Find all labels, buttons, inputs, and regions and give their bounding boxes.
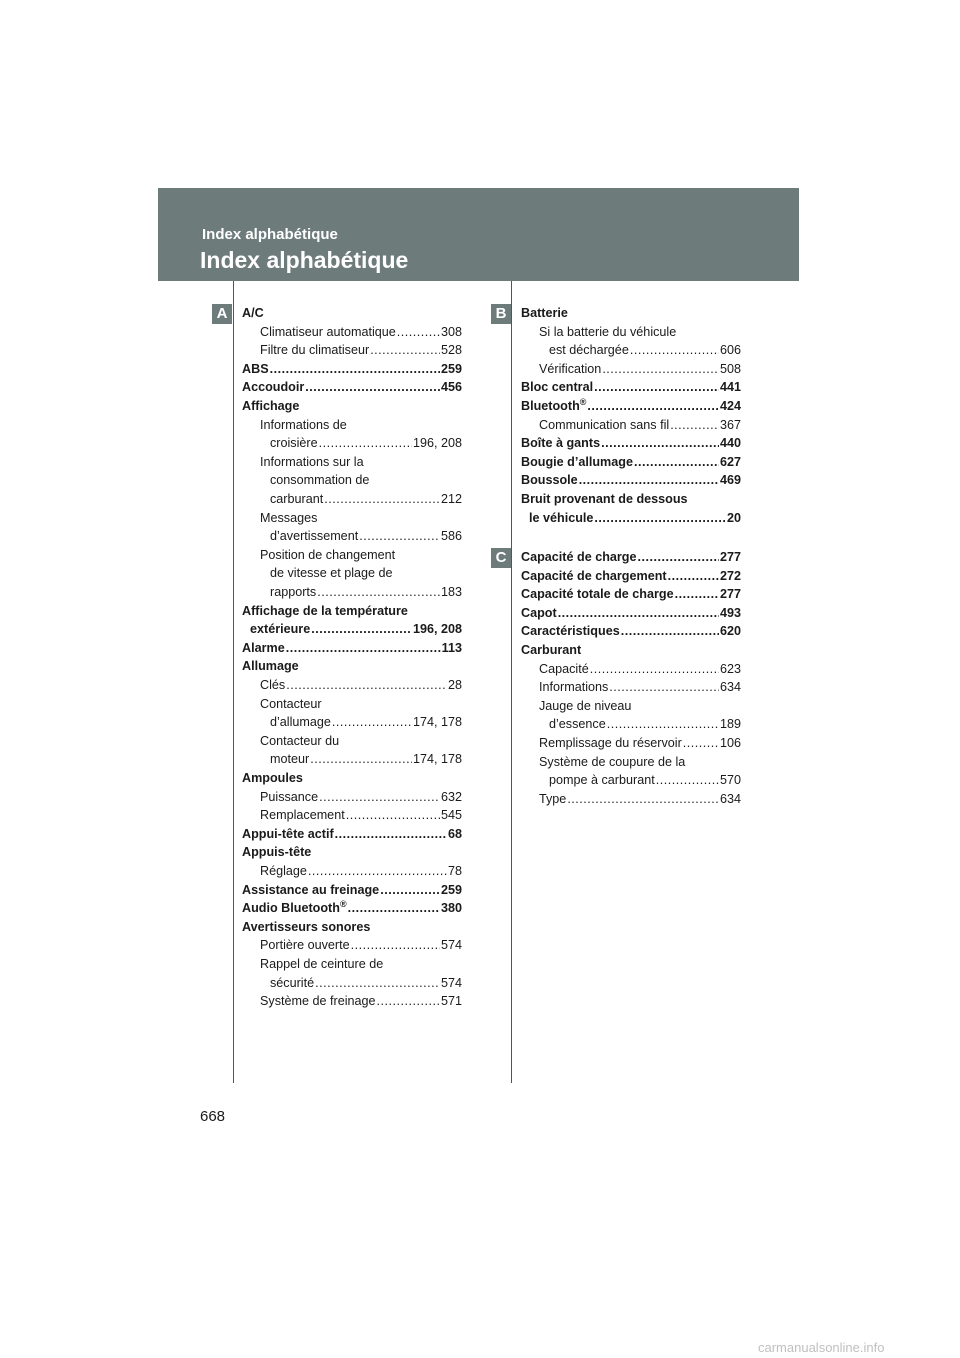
dot-leader xyxy=(638,549,719,565)
index-entry xyxy=(539,324,741,340)
entry-page: 623 xyxy=(719,661,741,676)
entry-term: Système de coupure de la xyxy=(539,754,686,769)
index-entry xyxy=(260,696,462,712)
registered-mark: ® xyxy=(339,899,347,909)
entry-term: de vitesse et plage de xyxy=(270,566,393,581)
entry-page: 634 xyxy=(719,680,741,695)
index-entry xyxy=(260,863,462,879)
index-entry xyxy=(270,975,462,991)
entry-term: Capot xyxy=(521,605,557,620)
entry-term: Messages xyxy=(260,510,318,525)
index-entry xyxy=(521,435,741,451)
entry-term-wrap xyxy=(521,398,586,414)
index-entry xyxy=(521,305,741,321)
entry-term: Carburant xyxy=(521,643,582,657)
entry-term: Assistance au freinage xyxy=(242,882,380,897)
index-entry xyxy=(539,679,741,695)
page-title: Index alphabétique xyxy=(200,247,409,273)
entry-term: Capacité xyxy=(539,661,589,676)
dot-leader xyxy=(348,900,440,916)
entry-term: Avertisseurs sonores xyxy=(242,919,371,934)
section-letter-a: A xyxy=(212,304,232,324)
entry-term: pompe à carburant xyxy=(549,773,655,788)
entry-term-wrap xyxy=(242,900,347,916)
index-entry xyxy=(521,586,741,602)
entry-term: le véhicule xyxy=(529,510,594,525)
entry-term: Climatiseur automatique xyxy=(260,324,396,339)
entry-term: Appuis-tête xyxy=(242,845,312,860)
index-entry xyxy=(549,716,741,732)
entry-page: 189 xyxy=(719,717,741,732)
index-entry xyxy=(270,528,462,544)
dot-leader xyxy=(319,435,412,451)
dot-leader xyxy=(397,324,440,340)
entry-term: Appui-tête actif xyxy=(242,826,334,841)
entry-term: croisière xyxy=(270,436,318,451)
entry-page: 20 xyxy=(726,510,741,525)
dot-leader xyxy=(601,435,719,451)
index-entry xyxy=(529,510,741,526)
entry-page: 632 xyxy=(440,789,462,804)
entry-page: 571 xyxy=(440,994,462,1009)
index-entry xyxy=(549,772,741,788)
entry-page: 174, 178 xyxy=(412,715,462,730)
entry-term: Informations de xyxy=(260,417,347,432)
index-entry xyxy=(539,417,741,433)
section-letter-b: B xyxy=(491,304,511,324)
index-entry xyxy=(242,379,462,395)
entry-term: Communication sans fil xyxy=(539,417,670,432)
entry-page: 620 xyxy=(719,624,741,639)
entry-term: Bougie d’allumage xyxy=(521,454,633,469)
index-entry xyxy=(521,398,741,414)
dot-leader xyxy=(656,772,719,788)
index-entry xyxy=(270,565,462,581)
dot-leader xyxy=(305,379,440,395)
section-letter-c: C xyxy=(491,548,511,568)
entry-term: Audio Bluetooth xyxy=(242,901,340,916)
entry-page: 545 xyxy=(440,808,462,823)
entry-term: Si la batterie du véhicule xyxy=(539,324,677,339)
entry-term: Clés xyxy=(260,678,286,692)
entry-term: consommation de xyxy=(270,473,370,488)
entry-page: 570 xyxy=(719,773,741,788)
entry-page: 174, 178 xyxy=(412,752,462,767)
entry-term: Contacteur xyxy=(260,696,322,711)
dot-leader xyxy=(346,807,440,823)
entry-term: Portière ouverte xyxy=(260,938,350,953)
dot-leader xyxy=(579,472,719,488)
entry-page: 469 xyxy=(719,473,741,488)
index-entry xyxy=(242,398,462,414)
index-entry xyxy=(242,882,462,898)
index-entry xyxy=(521,642,741,658)
page-header xyxy=(158,188,799,281)
index-entry xyxy=(521,472,741,488)
registered-mark: ® xyxy=(579,396,587,407)
index-entry xyxy=(539,791,741,807)
dot-leader xyxy=(675,586,719,602)
entry-term: Caractéristiques xyxy=(521,624,620,639)
entry-term: est déchargée xyxy=(549,343,629,358)
entry-page: 586 xyxy=(440,529,462,544)
dot-leader xyxy=(335,826,447,842)
dot-leader xyxy=(332,714,412,730)
dot-leader xyxy=(602,361,719,377)
entry-term: Batterie xyxy=(521,306,568,320)
dot-leader xyxy=(380,882,440,898)
entry-page: 308 xyxy=(440,324,462,339)
index-entry xyxy=(260,807,462,823)
column-divider-left xyxy=(233,281,234,1083)
index-entry xyxy=(242,603,462,619)
entry-term: Bruit provenant de dessous xyxy=(521,492,688,506)
dot-leader xyxy=(286,677,447,693)
index-entry xyxy=(521,605,741,621)
entry-term: Vérification xyxy=(539,361,602,376)
index-entry xyxy=(260,789,462,805)
index-entry xyxy=(242,658,462,674)
dot-leader xyxy=(668,568,719,584)
index-entry xyxy=(260,677,462,693)
entry-term: Système de freinage xyxy=(260,994,376,1009)
entry-term: sécurité xyxy=(270,975,315,990)
entry-page: 574 xyxy=(440,975,462,990)
entry-term: rapports xyxy=(270,585,317,599)
entry-term: Bloc central xyxy=(521,380,594,395)
dot-leader xyxy=(317,584,440,600)
entry-page: 380 xyxy=(440,901,462,916)
dot-leader xyxy=(558,605,719,621)
index-entry xyxy=(270,435,462,451)
index-entry xyxy=(260,510,462,526)
index-entry xyxy=(242,900,462,916)
entry-term: Filtre du climatiseur xyxy=(260,343,370,358)
dot-leader xyxy=(308,863,447,879)
index-entry xyxy=(260,324,462,340)
dot-leader xyxy=(359,528,440,544)
index-entry xyxy=(242,361,462,377)
index-entry xyxy=(260,993,462,1009)
entry-page: 196, 208 xyxy=(412,622,462,637)
entry-term: Affichage xyxy=(242,399,300,413)
entry-page: 367 xyxy=(719,417,741,432)
index-entry xyxy=(242,640,462,656)
entry-page: 259 xyxy=(440,361,462,376)
entry-term: Alarme xyxy=(242,640,285,655)
index-entry xyxy=(260,937,462,953)
entry-term: Position de changement xyxy=(260,547,396,562)
index-entry xyxy=(260,454,462,470)
dot-leader xyxy=(351,937,440,953)
entry-page: 277 xyxy=(719,587,741,602)
index-entry xyxy=(521,491,741,507)
entry-page: 440 xyxy=(719,436,741,451)
index-entry xyxy=(270,472,462,488)
watermark: carmanualsonline.info xyxy=(758,1340,885,1355)
entry-page: 456 xyxy=(440,380,462,395)
dot-leader xyxy=(324,491,440,507)
index-entry xyxy=(539,661,741,677)
entry-page: 528 xyxy=(440,343,462,358)
entry-term: d’essence xyxy=(549,717,606,732)
index-entry xyxy=(260,417,462,433)
entry-page: 113 xyxy=(441,640,462,655)
entry-term: Informations xyxy=(539,680,609,695)
entry-page: 212 xyxy=(440,492,462,506)
index-entry xyxy=(270,714,462,730)
entry-page: 634 xyxy=(719,791,741,806)
entry-page: 606 xyxy=(719,343,741,358)
entry-page: 196, 208 xyxy=(412,436,462,451)
index-entry xyxy=(242,305,462,321)
entry-page: 277 xyxy=(719,550,741,564)
dot-leader xyxy=(567,791,719,807)
entry-page: 259 xyxy=(440,882,462,897)
dot-leader xyxy=(609,679,719,695)
entry-term: carburant xyxy=(270,492,324,506)
dot-leader xyxy=(634,454,719,470)
dot-leader xyxy=(683,735,719,751)
dot-leader xyxy=(311,621,412,637)
index-entry xyxy=(242,770,462,786)
index-entry xyxy=(242,919,462,935)
entry-term: Allumage xyxy=(242,659,299,674)
entry-term: Remplissage du réservoir xyxy=(539,736,682,750)
index-entry xyxy=(250,621,462,637)
page-number: 668 xyxy=(200,1108,226,1125)
entry-page: 508 xyxy=(719,361,741,376)
index-entry xyxy=(539,754,741,770)
entry-term: Puissance xyxy=(260,789,319,804)
entry-term: A/C xyxy=(242,306,264,320)
index-entry xyxy=(521,379,741,395)
dot-leader xyxy=(630,342,719,358)
entry-term: d’avertissement xyxy=(270,529,359,544)
entry-term: Boîte à gants xyxy=(521,436,601,451)
dot-leader xyxy=(587,398,719,414)
index-entry xyxy=(260,547,462,563)
entry-term: Capacité de chargement xyxy=(521,568,667,583)
entry-page: 424 xyxy=(719,399,741,413)
entry-page: 68 xyxy=(447,826,462,841)
dot-leader xyxy=(370,342,440,358)
dot-leader xyxy=(590,661,719,677)
entry-term: Affichage de la température xyxy=(242,603,408,618)
index-entry xyxy=(260,733,462,749)
dot-leader xyxy=(594,510,726,526)
entry-page: 78 xyxy=(447,864,462,878)
entry-page: 183 xyxy=(440,585,462,599)
column-divider-right xyxy=(511,281,512,1083)
entry-term: Capacité totale de charge xyxy=(521,587,674,602)
entry-term: Boussole xyxy=(521,473,578,488)
dot-leader xyxy=(270,361,440,377)
index-entry xyxy=(521,568,741,584)
entry-term: Ampoules xyxy=(242,771,303,785)
dot-leader xyxy=(670,417,719,433)
dot-leader xyxy=(315,975,440,991)
entry-term: Informations sur la xyxy=(260,454,364,469)
entry-page: 28 xyxy=(447,678,462,692)
entry-term: Jauge de niveau xyxy=(539,698,632,713)
entry-page: 574 xyxy=(440,938,462,953)
entry-page: 493 xyxy=(719,605,741,620)
dot-leader xyxy=(310,751,412,767)
index-entry xyxy=(539,735,741,751)
dot-leader xyxy=(319,789,440,805)
entry-term: ABS xyxy=(242,361,269,376)
index-entry xyxy=(539,698,741,714)
dot-leader xyxy=(594,379,719,395)
dot-leader xyxy=(286,640,441,656)
index-entry xyxy=(242,826,462,842)
entry-term: Bluetooth xyxy=(521,399,580,413)
index-entry xyxy=(521,549,741,565)
index-entry xyxy=(549,342,741,358)
dot-leader xyxy=(621,623,719,639)
section-subtitle: Index alphabétique xyxy=(202,226,338,243)
entry-term: Réglage xyxy=(260,864,307,878)
entry-page: 441 xyxy=(719,380,741,395)
dot-leader xyxy=(377,993,440,1009)
entry-term: Capacité de charge xyxy=(521,550,637,564)
index-entry xyxy=(521,623,741,639)
index-entry xyxy=(539,361,741,377)
index-entry xyxy=(260,342,462,358)
entry-term: Contacteur du xyxy=(260,733,340,748)
entry-term: Type xyxy=(539,791,567,806)
entry-term: d’allumage xyxy=(270,715,331,730)
index-entry xyxy=(242,844,462,860)
index-entry xyxy=(521,454,741,470)
index-entry xyxy=(270,584,462,600)
index-entry xyxy=(260,956,462,972)
entry-term: Remplacement xyxy=(260,808,345,823)
entry-term: Accoudoir xyxy=(242,380,305,395)
index-entry xyxy=(270,751,462,767)
entry-page: 106 xyxy=(719,736,741,750)
entry-page: 627 xyxy=(719,454,741,469)
entry-term: Rappel de ceinture de xyxy=(260,957,384,971)
entry-term: extérieure xyxy=(250,622,311,637)
dot-leader xyxy=(607,716,719,732)
entry-term: moteur xyxy=(270,752,310,767)
entry-page: 272 xyxy=(719,568,741,583)
index-entry xyxy=(270,491,462,507)
